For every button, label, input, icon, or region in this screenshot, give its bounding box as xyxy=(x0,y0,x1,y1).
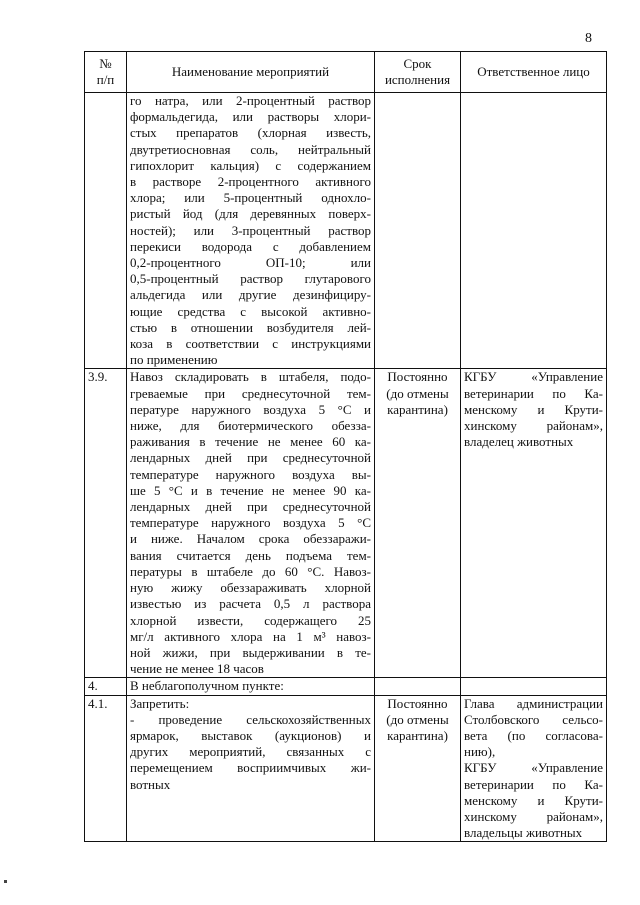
measure-line: - проведение сельскохозяйственных xyxy=(130,711,371,727)
measure-line: перекиси водорода с добавлением xyxy=(130,238,371,254)
measure-line: лендарных дней при среднесуточной xyxy=(130,450,371,466)
table-row xyxy=(85,369,607,678)
measures-table xyxy=(84,51,607,842)
responsible-line: нию), xyxy=(464,744,496,760)
responsible-line: менскому и Крути- xyxy=(464,792,603,808)
measure-text xyxy=(127,369,375,678)
responsible-line: КГБУ «Управление xyxy=(464,369,603,385)
table-row xyxy=(85,695,607,842)
measure-line: по применению xyxy=(130,352,218,368)
measure-line: 0,2-процентного ОП-10; или xyxy=(130,255,371,271)
measure-line: ностей); или 3-процентный раствор xyxy=(130,222,371,238)
row-number: 4. xyxy=(85,678,127,695)
measure-line: температуре наружного воздуха вы- xyxy=(130,466,371,482)
term-text xyxy=(375,93,461,369)
header-number: № п/п xyxy=(85,52,127,93)
measure-line: перемещением восприимчивых жи- xyxy=(130,760,371,776)
responsible-line: владелец животных xyxy=(464,434,574,450)
responsible-line: КГБУ «Управление xyxy=(464,760,603,776)
measure-line: хлора; или 5-процентный однохло- xyxy=(130,190,371,206)
responsible-line: хинскому районам», xyxy=(464,808,603,824)
responsible-line: менскому и Крути- xyxy=(464,401,603,417)
measure-text xyxy=(127,93,375,369)
measure-line: ной жижи, при выдерживании в те- xyxy=(130,644,371,660)
measure-line: температуре наружного воздуха 5 °С xyxy=(130,515,371,531)
header-term: Срок исполнения xyxy=(375,52,461,93)
measure-line: лендарных дней при среднесуточной xyxy=(130,499,371,515)
scan-mark xyxy=(4,880,7,883)
measure-line: ную жижу обеззараживать хлорной xyxy=(130,580,371,596)
measure-line: В неблагополучном пункте: xyxy=(130,678,284,694)
measure-line: Запретить: xyxy=(130,695,190,711)
table-row xyxy=(85,678,607,695)
responsible-text xyxy=(461,369,607,678)
table-header-row xyxy=(85,52,607,93)
header-responsible: Ответственное лицо xyxy=(461,52,607,93)
measure-line: раживания в течение не менее 60 ка- xyxy=(130,434,371,450)
term-text: Постоянно (до отмены карантина) xyxy=(375,695,461,842)
measure-line: пературы в штабеле до 60 °С. Навоз- xyxy=(130,563,371,579)
header-measures: Наименование мероприятий xyxy=(127,52,375,93)
measure-line: гипохлорит кальция) с содержанием xyxy=(130,157,371,173)
row-number: 4.1. xyxy=(85,695,127,842)
term-text xyxy=(375,678,461,695)
measure-line: пературе наружного воздуха 5 °С и xyxy=(130,401,371,417)
page-number: 8 xyxy=(585,31,592,46)
measure-line: ше 5 °С и в течение не менее 90 ка- xyxy=(130,482,371,498)
table-row xyxy=(85,93,607,369)
measure-line: других мероприятий, связанных с xyxy=(130,744,371,760)
measure-line: коза в соответствии с инструкциями xyxy=(130,336,371,352)
measure-line: известью из расчета 0,5 л раствора xyxy=(130,596,371,612)
row-number xyxy=(85,93,127,369)
responsible-text xyxy=(461,678,607,695)
responsible-line: ветеринарии по Ка- xyxy=(464,776,603,792)
measure-line: и ниже. Началом срока обеззаражи- xyxy=(130,531,371,547)
measure-line: вания считается день подъема тем- xyxy=(130,547,371,563)
measure-line: ристый йод (для деревянных поверх- xyxy=(130,206,371,222)
responsible-line: владельцы животных xyxy=(464,825,583,841)
responsible-line: Глава администрации xyxy=(464,695,603,711)
measure-line: греваемые при среднесуточной тем- xyxy=(130,385,371,401)
measure-line: го натра, или 2-процентный раствор xyxy=(130,93,371,108)
measure-line: стью в отношении возбудителя лей- xyxy=(130,319,371,335)
measure-line: ярмарок, выставок (аукционов) и xyxy=(130,727,371,743)
measure-line: Навоз складировать в штабеля, подо- xyxy=(130,369,371,385)
measure-text xyxy=(127,695,375,842)
responsible-line: Столбовского сельсо- xyxy=(464,711,603,727)
measure-line: 0,5-процентный раствор глутарового xyxy=(130,271,371,287)
measure-line: мг/л активного хлора на 1 м³ навоз- xyxy=(130,628,371,644)
measure-line: хлорной извести, содержащего 25 xyxy=(130,612,371,628)
measure-line: формальдегида, или растворы хлори- xyxy=(130,109,371,125)
measure-line: стых препаратов (хлорная известь, xyxy=(130,125,371,141)
responsible-line: хинскому районам», xyxy=(464,418,603,434)
responsible-text xyxy=(461,93,607,369)
measure-line: в растворе 2-процентного активного xyxy=(130,174,371,190)
measure-line: вотных xyxy=(130,776,171,792)
responsible-line: ветеринарии по Ка- xyxy=(464,385,603,401)
term-text: Постоянно (до отмены карантина) xyxy=(375,369,461,678)
responsible-line: вета (по согласова- xyxy=(464,727,603,743)
measure-line: двутретиосновная соль, нейтральный xyxy=(130,141,371,157)
row-number: 3.9. xyxy=(85,369,127,678)
measure-line: ниже, для биотермического обезза- xyxy=(130,418,371,434)
measure-line: альдегида или другие дезинфициру- xyxy=(130,287,371,303)
measure-line: чение не менее 18 часов xyxy=(130,661,264,677)
measure-line: ющие средства с высокой активно- xyxy=(130,303,371,319)
measure-text xyxy=(127,678,375,695)
responsible-text xyxy=(461,695,607,842)
